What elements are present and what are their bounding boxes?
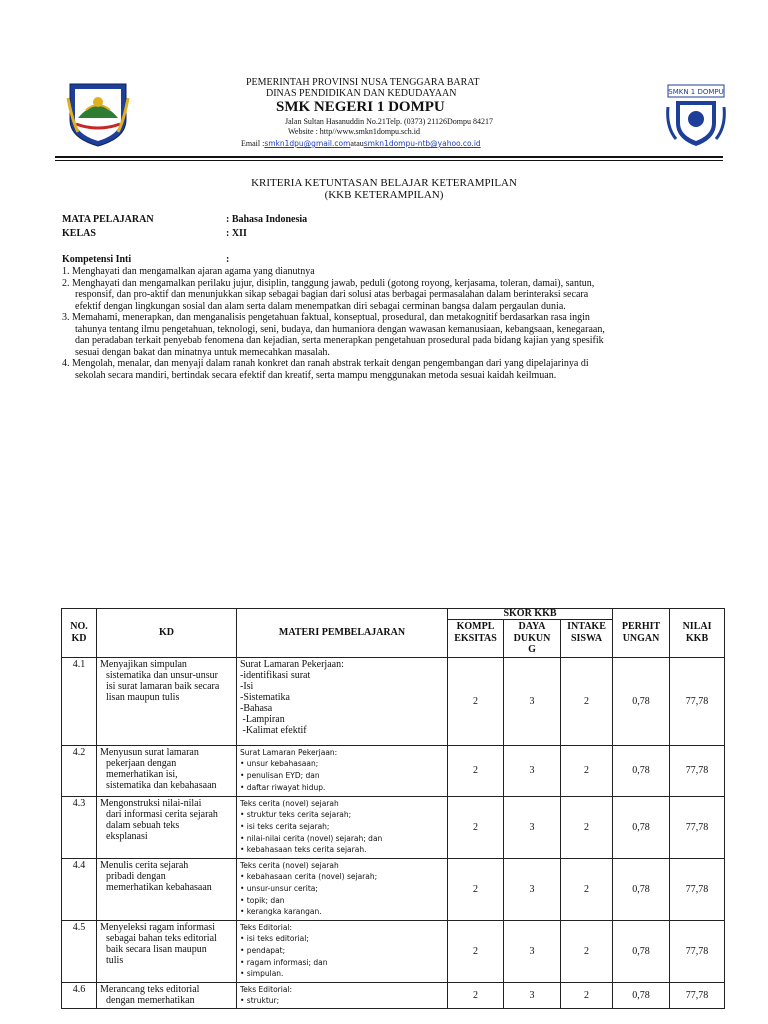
cell-intake: 2 — [561, 657, 613, 745]
cell-perhit: 0,78 — [613, 858, 670, 920]
cell-kd: Menyeleksi ragam informasi sebagai bahan teks editorial baik secara lisan maupun tulis — [97, 920, 237, 982]
cell-materi: Surat Lamaran Pekerjaan: -identifikasi surat -Isi -Sistematika -Bahasa -Lampiran -Kalimat efektif — [237, 657, 448, 745]
school-name: SMK NEGERI 1 DOMPU — [276, 99, 445, 115]
cell-daya: 3 — [504, 796, 561, 858]
cell-materi: Teks Editorial: • struktur; — [237, 982, 448, 1008]
ki-item: 4. Mengolah, menalar, dan menyaji dalam ranah konkret dan ranah abstrak terkait dengan pengembangan dari yang dipelajarinya di sekolah secara mandiri, bertindak secara efektif dan kreatif, serta mampu menggunakan metoda sesuai kaidah keilmuan. — [62, 358, 589, 381]
cell-no-kd: 4.5 — [62, 920, 97, 982]
cell-nilai: 77,78 — [670, 982, 725, 1008]
header-kd: KD — [97, 609, 237, 658]
cell-perhit: 0,78 — [613, 982, 670, 1008]
cell-kompl: 2 — [448, 858, 504, 920]
ki-colon: : — [226, 254, 230, 265]
cell-kompl: 2 — [448, 982, 504, 1008]
cell-daya: 3 — [504, 657, 561, 745]
header-department: DINAS PENDIDIKAN DAN KEDUDAYAAN — [266, 88, 457, 99]
table-row — [62, 982, 725, 1008]
cell-perhit: 0,78 — [613, 745, 670, 796]
table-row — [62, 745, 725, 796]
header-materi: MATERI PEMBELAJARAN — [237, 609, 448, 658]
school-email — [241, 139, 481, 148]
cell-no-kd: 4.2 — [62, 745, 97, 796]
header-no-kd: NO. KD — [62, 609, 97, 658]
header-kompleksitas: KOMPL EKSITAS — [448, 620, 504, 658]
cell-no-kd: 4.4 — [62, 858, 97, 920]
header-rule-thin — [55, 160, 723, 161]
cell-no-kd: 4.3 — [62, 796, 97, 858]
cell-nilai: 77,78 — [670, 858, 725, 920]
table-row — [62, 657, 725, 745]
document-subtitle: (KKB KETERAMPILAN) — [324, 189, 444, 201]
cell-kompl: 2 — [448, 796, 504, 858]
table-row — [62, 920, 725, 982]
header-intake-siswa: INTAKE SISWA — [561, 620, 613, 658]
kelas-value: : XII — [226, 228, 247, 239]
cell-nilai: 77,78 — [670, 796, 725, 858]
document-title: KRITERIA KETUNTASAN BELAJAR KETERAMPILAN — [251, 177, 517, 189]
header-rule-thick — [55, 156, 723, 158]
cell-kd: Mengonstruksi nilai-nilai dari informasi cerita sejarah dalam sebuah teks eksplanasi — [97, 796, 237, 858]
cell-nilai: 77,78 — [670, 745, 725, 796]
cell-materi: Teks cerita (novel) sejarah • kebahasaan cerita (novel) sejarah; • unsur-unsur cerita; • topik; dan • kerangka karangan. — [237, 858, 448, 920]
ki-item: 2. Menghayati dan mengamalkan perilaku jujur, disiplin, tanggung jawab, peduli (gotong royong, kerjasama, toleran, damai), santun, responsif, dan pro-aktif dan menunjukkan sikap sebagai bagian dari solusi atas berbagai permasalahan dalam berinteraksi secara efektif dengan lingkungan sosial dan alam serta dalam menempatkan diri sebagai cerminan bangsa dalam pergaulan dunia. — [62, 277, 595, 312]
cell-kd: Menyusun surat lamaran pekerjaan dengan memerhatikan isi, sistematika dan kebahasaan — [97, 745, 237, 796]
cell-nilai: 77,78 — [670, 657, 725, 745]
school-address: Jalan Sultan Hasanuddin No.21Telp. (0373) 21126Dompu 84217 — [285, 117, 494, 126]
school-logo — [666, 83, 726, 149]
kkb-table — [61, 608, 725, 1009]
cell-perhit: 0,78 — [613, 657, 670, 745]
cell-materi: Teks Editorial: • isi teks editorial; • pendapat; • ragam informasi; dan • simpulan. — [237, 920, 448, 982]
header-province: PEMERINTAH PROVINSI NUSA TENGGARA BARAT — [246, 77, 480, 88]
ki-label: Kompetensi Inti — [62, 254, 132, 265]
cell-daya: 3 — [504, 920, 561, 982]
kelas-label: KELAS — [62, 228, 96, 239]
cell-no-kd: 4.6 — [62, 982, 97, 1008]
header-daya-dukung: DAYA DUKUN G — [504, 620, 561, 658]
email-separator: atau — [350, 139, 364, 148]
ki-list — [62, 266, 712, 381]
header-nilai-kkb: NILAI KKB — [670, 609, 725, 658]
cell-kd: Menulis cerita sejarah pribadi dengan memerhatikan kebahasaan — [97, 858, 237, 920]
cell-daya: 3 — [504, 745, 561, 796]
school-logo-text: SMKN 1 DOMPU — [668, 88, 724, 96]
school-website: Website : http//www.smkn1dompu.sch.id — [288, 127, 420, 136]
cell-intake: 2 — [561, 982, 613, 1008]
cell-perhit: 0,78 — [613, 796, 670, 858]
table-row — [62, 858, 725, 920]
cell-intake: 2 — [561, 796, 613, 858]
cell-kd: Menyajikan simpulan sistematika dan unsur-unsur isi surat lamaran baik secara lisan maupun tulis — [97, 657, 237, 745]
email-link-yahoo[interactable]: smkn1dompu-ntb@yahoo.co.id — [363, 139, 481, 148]
cell-nilai: 77,78 — [670, 920, 725, 982]
cell-daya: 3 — [504, 858, 561, 920]
cell-materi: Teks cerita (novel) sejarah • struktur teks cerita sejarah; • isi teks cerita sejarah; • nilai-nilai cerita (novel) sejarah; dan • kebahasaan teks cerita sejarah. — [237, 796, 448, 858]
cell-perhit: 0,78 — [613, 920, 670, 982]
mapel-value: : Bahasa Indonesia — [226, 214, 308, 225]
cell-kompl: 2 — [448, 920, 504, 982]
cell-materi: Surat Lamaran Pekerjaan: • unsur kebahasaan; • penulisan EYD; dan • daftar riwayat hidup. — [237, 745, 448, 796]
mapel-label: MATA PELAJARAN — [62, 214, 154, 225]
cell-kompl: 2 — [448, 745, 504, 796]
cell-kd: Merancang teks editorial dengan memerhatikan — [97, 982, 237, 1008]
table-row — [62, 796, 725, 858]
cell-intake: 2 — [561, 920, 613, 982]
cell-daya: 3 — [504, 982, 561, 1008]
ntb-province-emblem — [66, 80, 130, 148]
email-link-gmail[interactable]: smkn1dpu@gmail.com — [264, 139, 351, 148]
email-label: Email : — [241, 139, 265, 148]
cell-kompl: 2 — [448, 657, 504, 745]
ki-item: 1. Menghayati dan mengamalkan ajaran agama yang dianutnya — [62, 266, 315, 277]
cell-no-kd: 4.1 — [62, 657, 97, 745]
cell-intake: 2 — [561, 745, 613, 796]
cell-intake: 2 — [561, 858, 613, 920]
header-perhitungan: PERHIT UNGAN — [613, 609, 670, 658]
header-skor-kkb: SKOR KKB — [448, 609, 613, 620]
ki-item: 3. Memahami, menerapkan, dan menganalisis pengetahuan faktual, konseptual, prosedural, dan metakognitif berdasarkan rasa ingin tahunya tentang ilmu pengetahuan, teknologi, seni, budaya, dan humaniora dengan wawasan kemanusiaan, kebangsaan, kenegaraan, dan peradaban terkait penyebab fenomena dan kejadian, serta menerapkan pengetahuan prosedural pada bidang kajian yang spesifik sesuai dengan bakat dan minatnya untuk memecahkan masalah. — [62, 312, 605, 358]
